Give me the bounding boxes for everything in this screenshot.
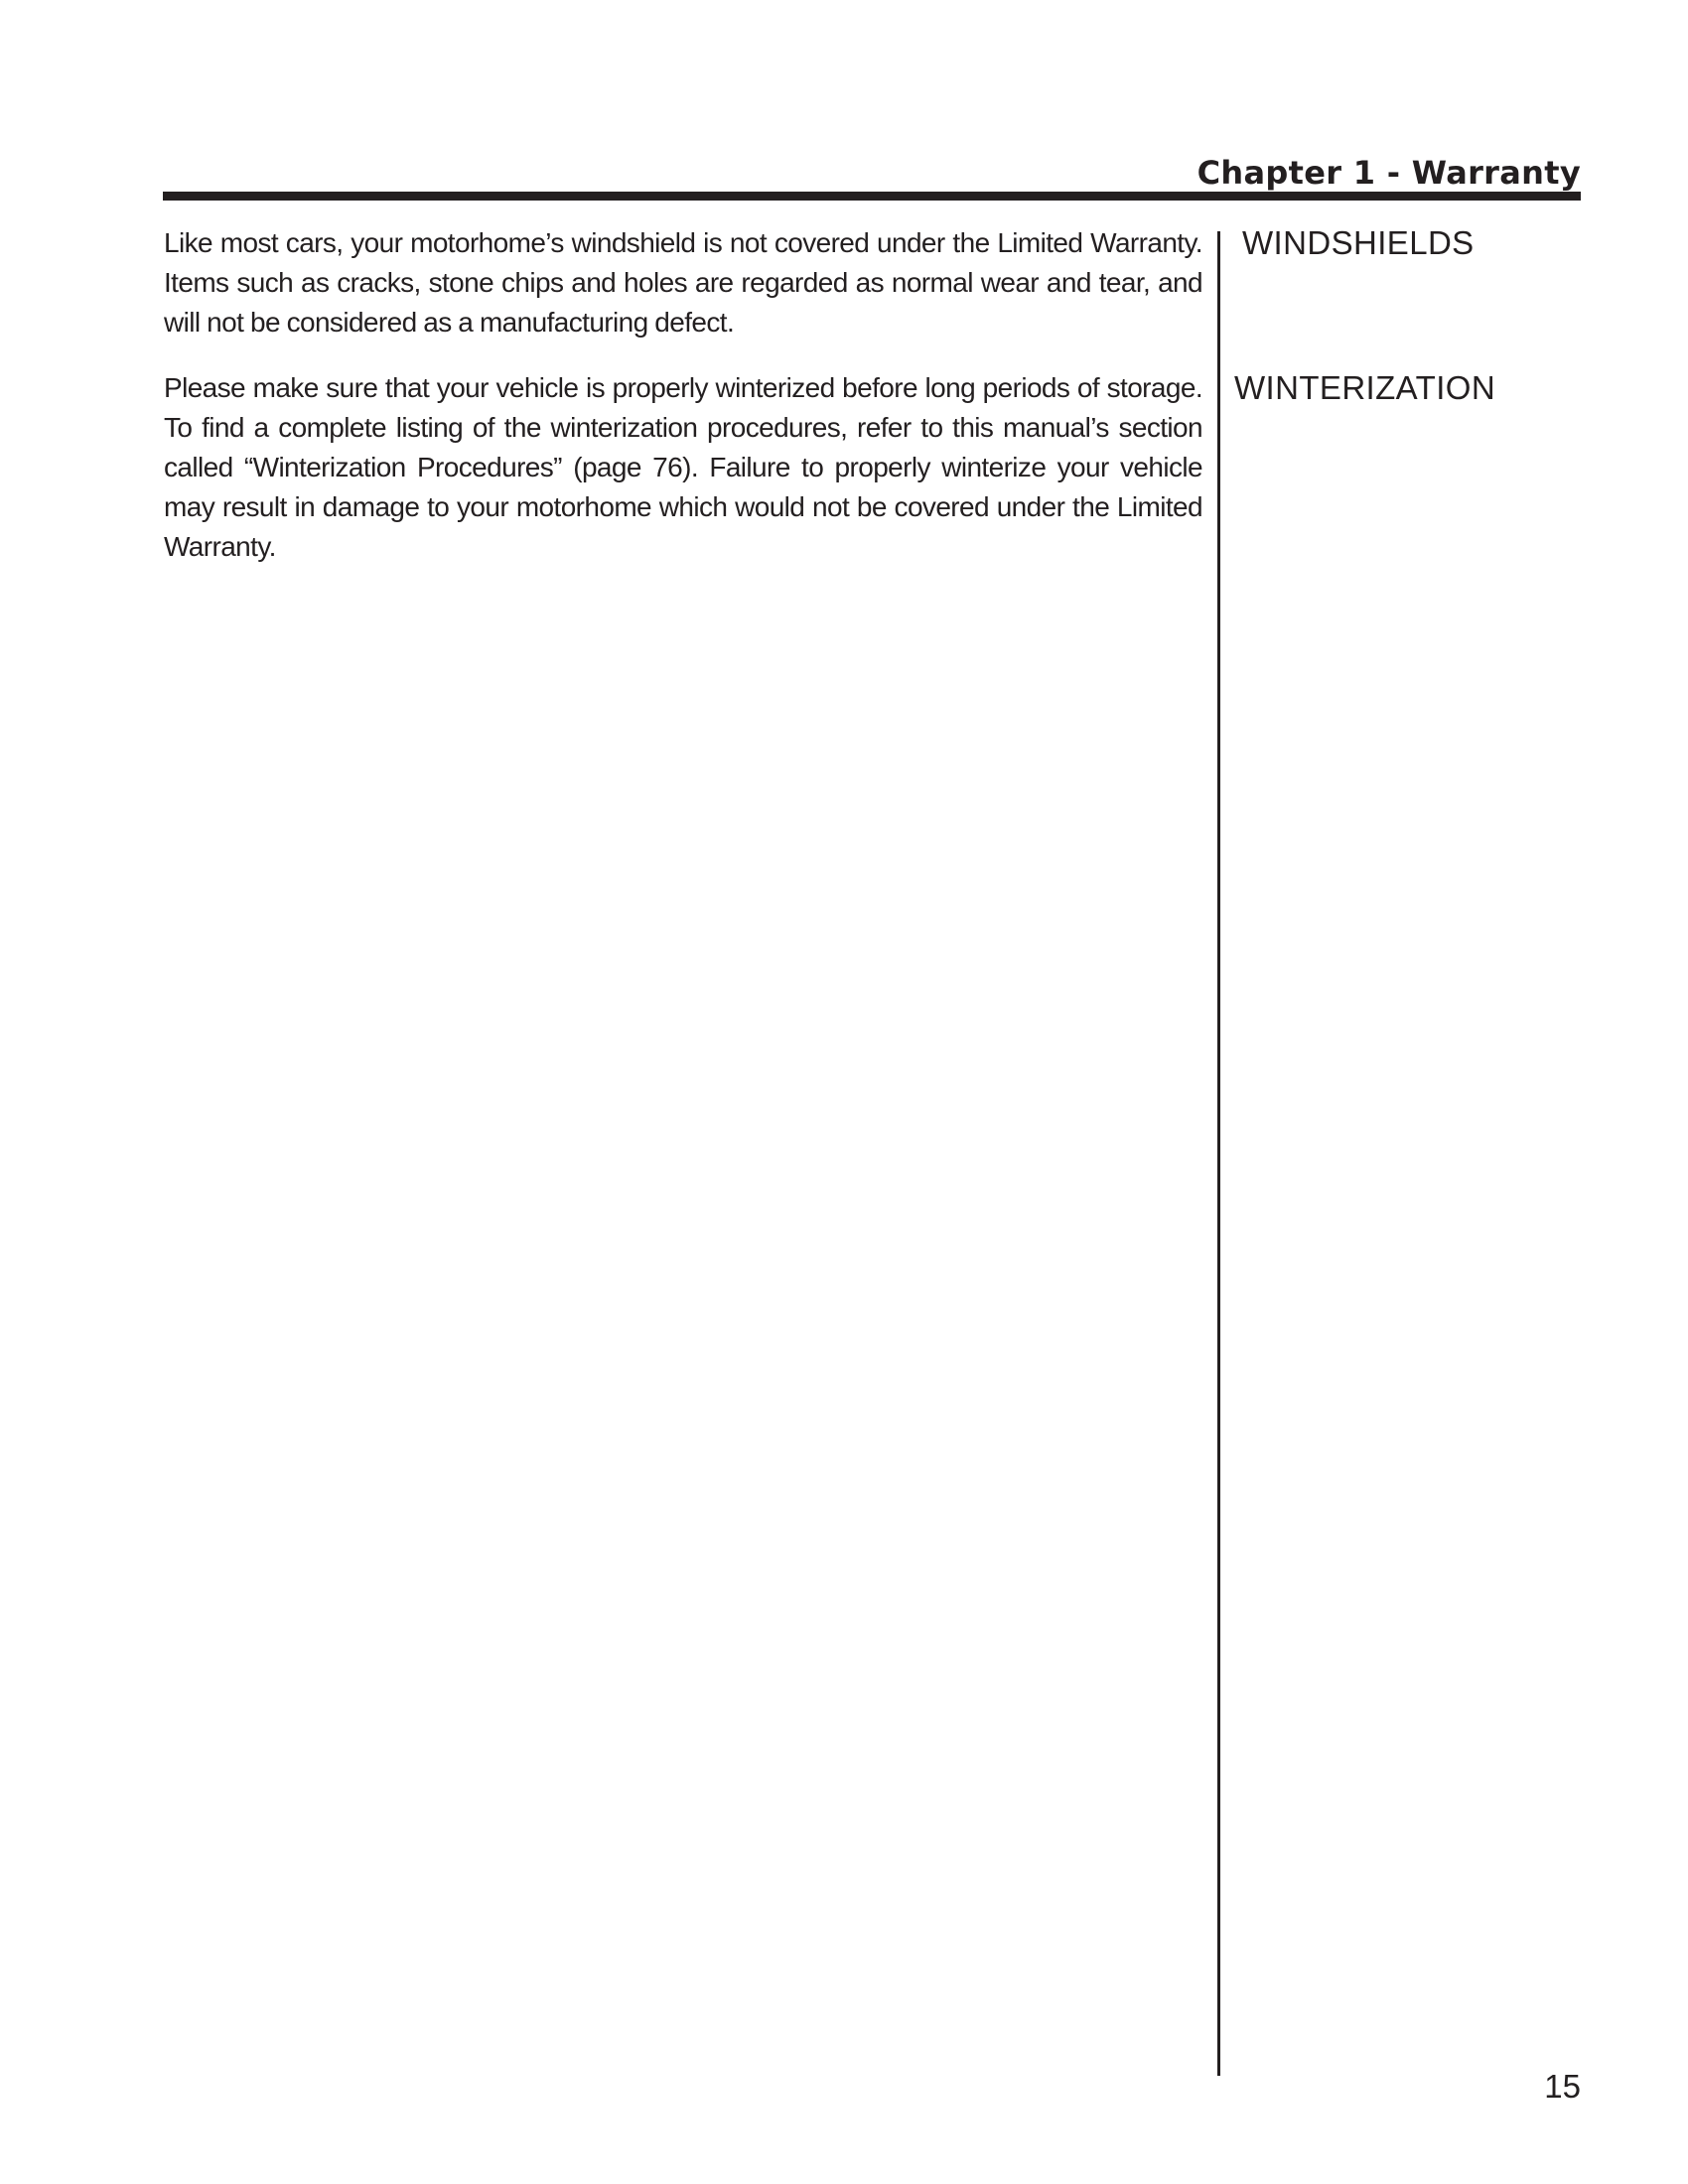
chapter-title: Chapter 1 - Warranty: [1196, 154, 1581, 192]
windshields-paragraph: Like most cars, your motorhome’s windshield is not covered under the Limited Warranty. Items such as cracks, stone chips and holes are regarded as normal wear and tear, and will not be considered as a manufacturing defect.: [164, 227, 1202, 338]
column-divider: [1217, 231, 1220, 2076]
header-rule: [163, 192, 1581, 201]
page-number: 15: [1544, 2068, 1581, 2105]
winterization-heading: WINTERIZATION: [1234, 369, 1496, 406]
winterization-paragraph: Please make sure that your vehicle is properly winterized before long periods of storage. To find a complete listing of the winterization procedures, refer to this manual’s section called “Winterization Procedures” (page 76). Failure to properly winterize your vehicle may result in damage to your motorhome which would not be covered under the Limited Warranty.: [164, 372, 1202, 562]
main-column: [164, 223, 1202, 593]
windshields-heading: WINDSHIELDS: [1242, 224, 1475, 261]
